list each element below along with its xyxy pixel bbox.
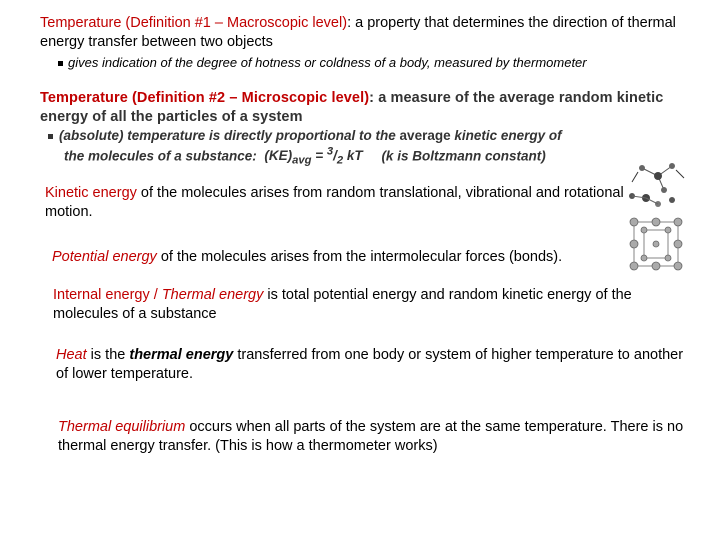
kinetic-energy-formula: $(KE)_{avg} = ^3/_2$ kT xyxy=(264,145,363,167)
bullet-line-2-text: the molecules of a substance: xyxy=(64,148,257,164)
bullet-icon xyxy=(58,61,63,66)
definition-2-bullet xyxy=(48,127,608,168)
term-separator: / xyxy=(149,287,162,303)
internal-energy-text: is total potential energy and random kinetic energy of the molecules of a substance xyxy=(53,287,632,322)
kinetic-energy-paragraph xyxy=(45,184,625,222)
formula-num: 3 xyxy=(326,145,334,158)
molecule-motion-illustration xyxy=(612,152,694,274)
heat-paragraph xyxy=(56,346,696,384)
definition-1-bullet xyxy=(58,55,708,72)
potential-energy-term: Potential energy xyxy=(52,249,157,265)
thermal-equilibrium-text: occurs when all parts of the system are at the same temperature. There is no thermal energy transfer. (This is how a thermometer works) xyxy=(58,419,684,454)
definition-2-text: : a measure of the average random kinetic energy of all the particles of a system xyxy=(40,90,664,125)
formula-eq: = xyxy=(311,148,327,164)
lattice-icon xyxy=(630,218,682,270)
bullet-emphasis: average xyxy=(399,128,451,143)
definition-2-title: Temperature (Definition #2 – Microscopic level) xyxy=(40,90,370,106)
potential-energy-paragraph xyxy=(52,248,632,267)
definition-1-bullet-text: gives indication of the degree of hotness or coldness of a body, measured by thermometer xyxy=(68,55,587,70)
kinetic-energy-term: Kinetic energy xyxy=(45,185,137,201)
formula-ke: (KE) xyxy=(264,148,293,164)
definition-1-title: Temperature (Definition #1 – Macroscopic level) xyxy=(40,15,348,31)
potential-energy-text: of the molecules arises from the intermolecular forces (bonds). xyxy=(156,249,563,265)
definition-2 xyxy=(40,89,690,127)
formula-kt: kT xyxy=(343,148,363,164)
definition-1-text: : a property that determines the direction of thermal energy transfer between two objects xyxy=(40,15,676,50)
formula-sub: avg xyxy=(292,154,312,167)
bullet-text-a: (absolute) temperature is directly proportional to the xyxy=(59,128,400,143)
heat-text-2: transferred from one body or system of higher temperature to another of lower temperature. xyxy=(56,347,684,382)
heat-term: Heat xyxy=(56,347,87,363)
heat-text-1: is the xyxy=(86,347,130,363)
kinetic-energy-text: of the molecules arises from random translational, vibrational and rotational motion. xyxy=(45,185,624,220)
thermal-energy-term: Thermal energy xyxy=(161,287,264,303)
bullet-line-2 xyxy=(48,145,608,169)
heat-emphasis: thermal energy xyxy=(129,347,234,363)
boltzmann-note: (k is Boltzmann constant) xyxy=(381,148,546,164)
thermal-equilibrium-paragraph xyxy=(58,418,698,456)
definition-1 xyxy=(40,14,700,52)
formula-den: 2 xyxy=(336,154,344,167)
molecule-icon xyxy=(629,163,684,207)
bullet-icon xyxy=(48,134,53,139)
thermal-equilibrium-term: Thermal equilibrium xyxy=(58,419,186,435)
internal-energy-paragraph xyxy=(53,286,693,324)
bullet-text-b: kinetic energy of xyxy=(450,128,562,143)
internal-energy-term: Internal energy xyxy=(53,287,150,303)
